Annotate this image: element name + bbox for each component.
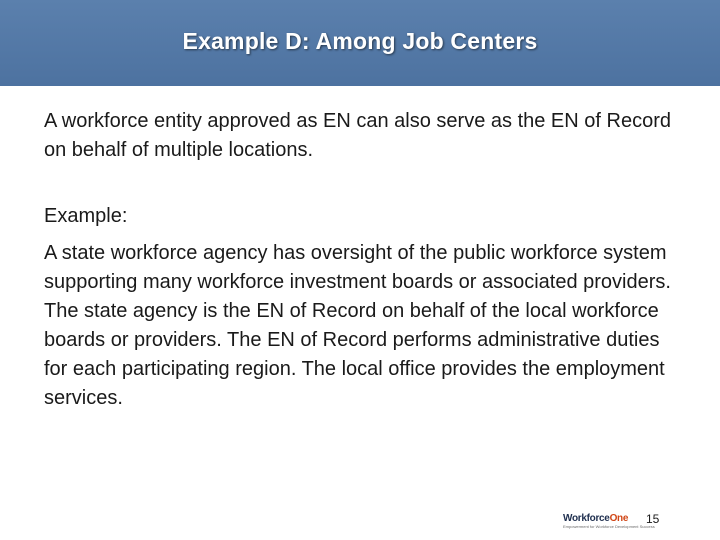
page-number: 15 (646, 512, 660, 526)
example-label: Example: (44, 205, 128, 227)
example-description: A state workforce agency has oversight of the public workforce system supporting many workforce investment boards or associated providers. The state agency is the EN of Record on behalf of the local workforce boards or providers. The EN of Record performs administrative duties for each participating region. The local office provides the employment services. (44, 242, 671, 409)
logo-wordmark-part2: One (609, 513, 629, 524)
intro-paragraph: A workforce entity approved as EN can also serve as the EN of Record on behalf of multiple locations. (44, 110, 671, 161)
title-bar (0, 0, 720, 86)
logo-wordmark-part1: Workforce (563, 513, 610, 524)
logo-tagline: Empowerment for Workforce Development Success (563, 524, 655, 529)
slide-title: Example D: Among Job Centers (182, 28, 538, 54)
logo-wordmark (563, 513, 628, 524)
